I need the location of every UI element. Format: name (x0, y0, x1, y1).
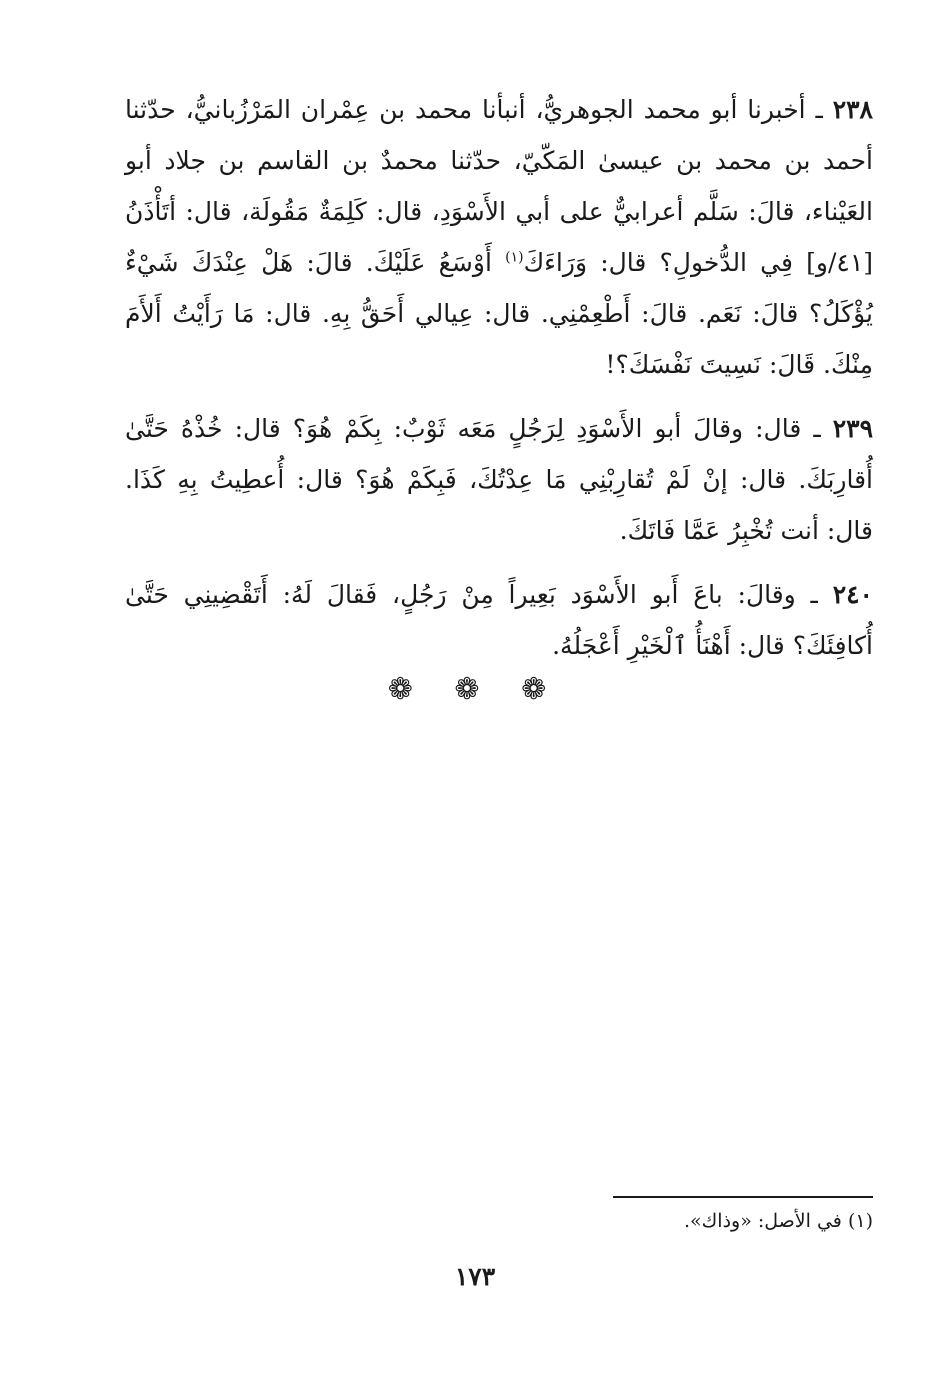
footnote (500, 1206, 873, 1236)
footnote-divider (613, 1196, 873, 1198)
paragraph-text-continued: أَوْسَعُ عَلَيْكَ. قالَ: هَلْ عِنْدَكَ شَيْءٌ يُؤْكَلُ؟ قالَ: نَعَم. قالَ: أَطْعِمْنِي. قال: عِيالي أَحَقُّ بِهِ. قال: مَا رَأَيْتُ أَلأَمَ مِنْكَ. قَالَ: نَسِيتَ نَفْسَكَ؟! (125, 248, 873, 379)
paragraph-238 (125, 84, 873, 390)
paragraph-number: ٢٣٨ (832, 95, 873, 124)
paragraph-text: أخبرنا أبو محمد الجوهريُّ، أنبأنا محمد بن عِمْران المَرْزُبانيُّ، حدّثنا أحمد بن محمد بن عيسىٰ المَكّيّ، حدّثنا محمدٌ بن القاسم بن جلاد أبو العَيْناء، قالَ: سَلَّم أعرابيٌّ على أبي الأَسْوَدِ، قال: كَلِمَةٌ مَقُولَة، قال: أتَأْذَنُ [٤١/و] فِي الدُّخولِ؟ قال: وَرَاءَكَ (125, 95, 874, 277)
paragraph-240 (125, 569, 873, 671)
paragraph-text: قال: وقالَ أبو الأَسْوَدِ لِرَجُلٍ مَعَه ثَوْبٌ: بِكَمْ هُوَ؟ قال: خُذْهُ حَتَّىٰ أُقارِبَكَ. قال: إنْ لَمْ تُقارِبْنِي مَا عِدْتُكَ، فَبِكَمْ هُوَ؟ قال: أُعطِيتُ بِهِ كَذَا. قال: أنت تُخْبِرُ عَمَّا فَاتَكَ. (125, 414, 873, 545)
footnote-text: في الأصل: «وذاك». (683, 1210, 842, 1232)
paragraph-text: وقالَ: باعَ أَبو الأَسْوَد بَعِيراً مِنْ رَجُلٍ، فَقالَ لَهُ: أَتَقْضِينِي حَتَّىٰ أُكافِئَكَ؟ قال: أَهْنَأُ ٱلْخَيْرِ أَعْجَلُهُ. (125, 580, 873, 660)
paragraph-number: ٢٤٠ (832, 580, 873, 609)
paragraph-dash: ـ (795, 580, 818, 609)
paragraph-239 (125, 403, 873, 556)
page-number: ١٧٣ (454, 1262, 496, 1291)
paragraph-dash: ـ (805, 95, 823, 124)
main-text (125, 84, 873, 684)
footnote-marker: (١) (847, 1210, 873, 1232)
paragraph-number: ٢٣٩ (832, 414, 874, 443)
paragraph-dash: ـ (801, 414, 821, 443)
section-ornament-icon: ❁ ❁ ❁ (387, 672, 563, 707)
footnote-reference[interactable]: (١) (505, 249, 524, 266)
